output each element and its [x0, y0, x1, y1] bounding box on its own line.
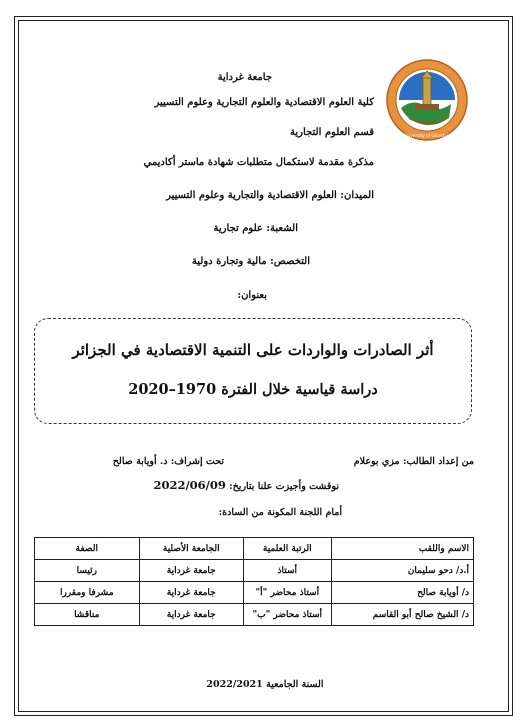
- member-name: د/ الشيخ صالح أبو القاسم: [331, 604, 473, 626]
- defense-date-value: 2022/06/09: [153, 478, 226, 492]
- faculty-name: كلية العلوم الاقتصادية والعلوم التجارية وعلوم التسيير: [154, 97, 374, 108]
- member-role: مشرفا ومقررا: [35, 582, 140, 604]
- branch: الشعبة: علوم تجارية: [213, 223, 298, 234]
- member-name: د/ أويابة صالح: [331, 582, 473, 604]
- table-row: [35, 604, 474, 626]
- member-rank: أستاذ: [243, 560, 331, 582]
- column-header: الاسم واللقب: [331, 538, 473, 560]
- member-university: جامعة غرداية: [139, 560, 243, 582]
- member-rank: أستاذ محاضر "ب": [243, 604, 331, 626]
- title-frame: [34, 318, 472, 424]
- specialty: التخصص: مالية وتجارة دولية: [191, 256, 310, 267]
- member-university: جامعة غرداية: [139, 604, 243, 626]
- table-row: [35, 560, 474, 582]
- member-rank: أستاذ محاضر "أ": [243, 582, 331, 604]
- thesis-title: أثر الصادرات والواردات على التنمية الاقتصادية في الجزائر: [72, 341, 434, 359]
- member-role: رئيسا: [35, 560, 140, 582]
- column-header: الصفة: [35, 538, 140, 560]
- member-name: أ.د/ دحو سليمان: [331, 560, 473, 582]
- column-header: الرتبة العلمية: [243, 538, 331, 560]
- field: الميدان: العلوم الاقتصادية والتجارية وعلوم التسيير: [166, 190, 374, 201]
- table-row: [35, 582, 474, 604]
- member-role: مناقشا: [35, 604, 140, 626]
- student-credit: من إعداد الطالب: مزي بوعلام: [353, 456, 474, 467]
- defense-date: [153, 478, 339, 492]
- memo-purpose: مذكرة مقدمة لاستكمال متطلبات شهادة ماستر أكاديمي: [143, 157, 374, 168]
- academic-year: السنة الجامعية 2022/2021: [206, 679, 324, 690]
- department-name: قسم العلوم التجارية: [290, 127, 374, 138]
- member-university: جامعة غرداية: [139, 582, 243, 604]
- title-intro: بعنوان:: [237, 290, 267, 301]
- thesis-subtitle: دراسة قياسية خلال الفترة 1970–2020: [128, 381, 378, 398]
- supervisor-credit: تحت إشراف: د. أويابة صالح: [112, 456, 224, 467]
- table-header-row: [35, 538, 474, 560]
- committee-table: [34, 537, 474, 626]
- seal-ring-text: University of Ghardaia: [403, 133, 451, 138]
- column-header: الجامعة الأصلية: [139, 538, 243, 560]
- committee-intro: أمام اللجنة المكونة من السادة:: [218, 507, 342, 518]
- university-name: جامعة غرداية: [217, 72, 272, 83]
- defense-label: نوقشت وأجيزت علنا بتاريخ:: [229, 481, 339, 492]
- university-seal-icon: [385, 58, 469, 142]
